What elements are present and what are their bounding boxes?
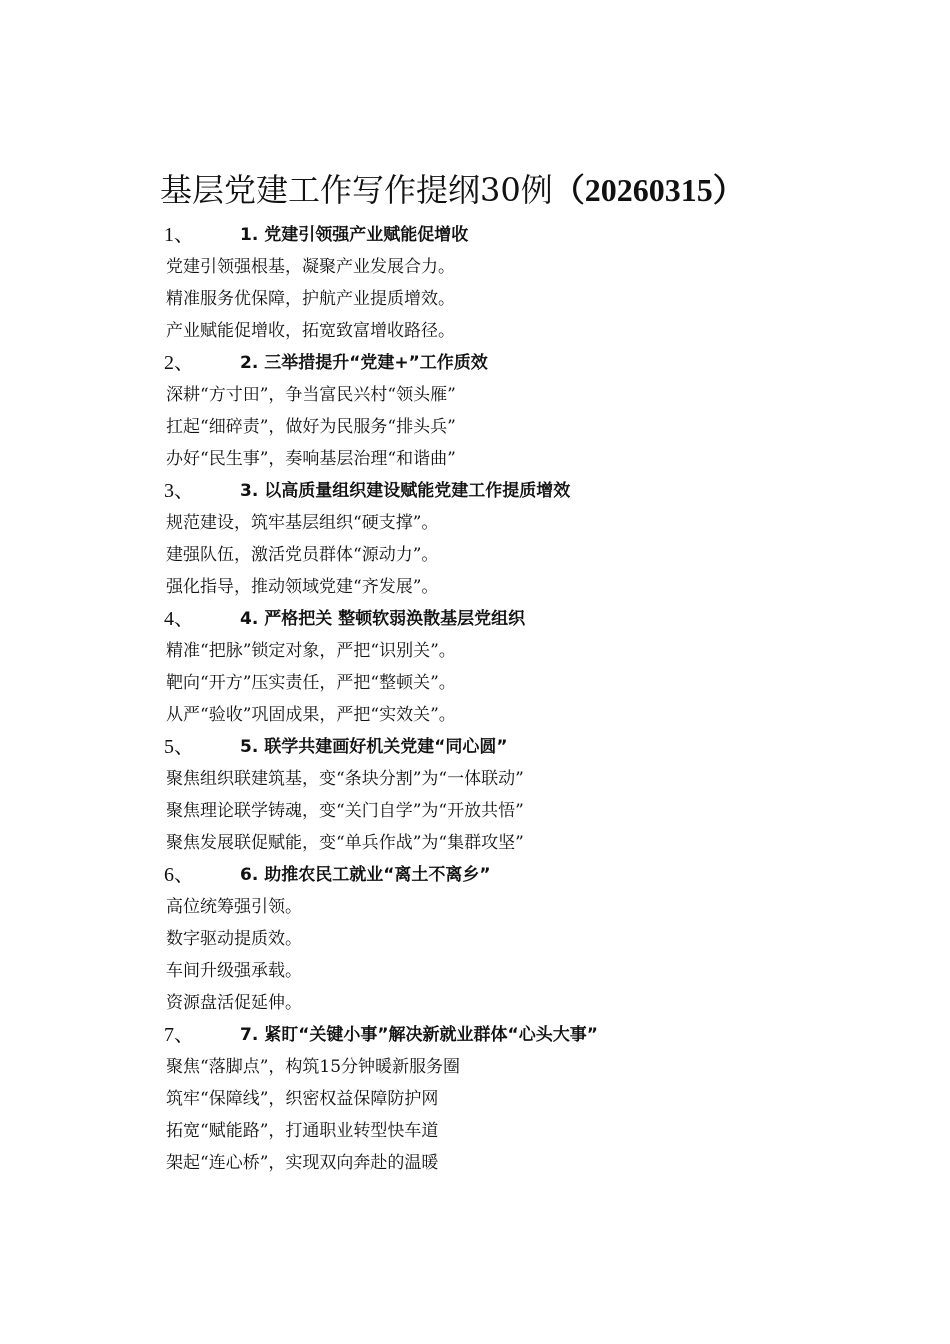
section-number: 2、 bbox=[164, 352, 194, 374]
section-title: 5. 联学共建画好机关党建“同心圆” bbox=[240, 737, 508, 757]
section-point: 精准“把脉”锁定对象，严把“识别关”。 bbox=[166, 641, 456, 661]
section-heading bbox=[164, 475, 884, 507]
section-point: 精准服务优保障，护航产业提质增效。 bbox=[166, 289, 455, 309]
section-title: 3. 以高质量组织建设赋能党建工作提质增效 bbox=[240, 481, 571, 501]
section-point: 聚焦“落脚点”，构筑15分钟暖新服务圈 bbox=[166, 1057, 461, 1077]
section-point: 资源盘活促延伸。 bbox=[166, 993, 302, 1013]
outline-section bbox=[164, 859, 884, 1019]
section-title: 7. 紧盯“关键小事”解决新就业群体“心头大事” bbox=[240, 1025, 598, 1045]
outline-section bbox=[164, 603, 884, 731]
section-point: 聚焦发展联促赋能，变“单兵作战”为“集群攻坚” bbox=[166, 833, 524, 853]
section-number: 5、 bbox=[164, 736, 194, 758]
outline-list bbox=[164, 219, 884, 1179]
section-point: 架起“连心桥”，实现双向奔赴的温暖 bbox=[166, 1153, 439, 1173]
section-point: 筑牢“保障线”，织密权益保障防护网 bbox=[166, 1089, 439, 1109]
title-date: （20260315） bbox=[552, 172, 745, 208]
section-point: 数字驱动提质效。 bbox=[166, 929, 302, 949]
section-point: 规范建设，筑牢基层组织“硬支撑”。 bbox=[166, 513, 439, 533]
section-point: 聚焦理论联学铸魂，变“关门自学”为“开放共悟” bbox=[166, 801, 524, 821]
section-number: 6、 bbox=[164, 864, 194, 886]
title-main: 基层党建工作写作提纲30例 bbox=[160, 171, 553, 209]
section-point: 车间升级强承载。 bbox=[166, 961, 302, 981]
section-point: 靶向“开方”压实责任，严把“整顿关”。 bbox=[166, 673, 456, 693]
section-heading bbox=[164, 1019, 884, 1051]
section-point: 产业赋能促增收，拓宽致富增收路径。 bbox=[166, 321, 455, 341]
section-number: 1、 bbox=[164, 224, 194, 246]
outline-section bbox=[164, 347, 884, 475]
section-number: 7、 bbox=[164, 1024, 194, 1046]
section-title: 6. 助推农民工就业“离土不离乡” bbox=[240, 865, 491, 885]
outline-section bbox=[164, 475, 884, 603]
section-heading bbox=[164, 731, 884, 763]
section-point: 从严“验收”巩固成果，严把“实效关”。 bbox=[166, 705, 456, 725]
section-point: 建强队伍，激活党员群体“源动力”。 bbox=[166, 545, 439, 565]
outline-section bbox=[164, 1019, 884, 1179]
section-title: 1. 党建引领强产业赋能促增收 bbox=[240, 225, 469, 245]
section-point: 聚焦组织联建筑基，变“条块分割”为“一体联动” bbox=[166, 769, 524, 789]
section-title: 2. 三举措提升“党建+”工作质效 bbox=[240, 353, 488, 373]
section-point: 扛起“细碎责”，做好为民服务“排头兵” bbox=[166, 417, 456, 437]
section-point: 党建引领强根基，凝聚产业发展合力。 bbox=[166, 257, 455, 277]
section-number: 3、 bbox=[164, 480, 194, 502]
outline-section bbox=[164, 731, 884, 859]
section-point: 拓宽“赋能路”，打通职业转型快车道 bbox=[166, 1121, 439, 1141]
outline-section bbox=[164, 219, 884, 347]
section-heading bbox=[164, 859, 884, 891]
section-point: 办好“民生事”，奏响基层治理“和谐曲” bbox=[166, 449, 456, 469]
page-title bbox=[160, 168, 745, 212]
section-point: 深耕“方寸田”，争当富民兴村“领头雁” bbox=[166, 385, 456, 405]
section-point: 高位统筹强引领。 bbox=[166, 897, 302, 917]
section-title: 4. 严格把关 整顿软弱涣散基层党组织 bbox=[240, 609, 526, 629]
section-heading bbox=[164, 219, 884, 251]
section-heading bbox=[164, 347, 884, 379]
section-heading bbox=[164, 603, 884, 635]
section-point: 强化指导，推动领域党建“齐发展”。 bbox=[166, 577, 439, 597]
section-number: 4、 bbox=[164, 608, 194, 630]
